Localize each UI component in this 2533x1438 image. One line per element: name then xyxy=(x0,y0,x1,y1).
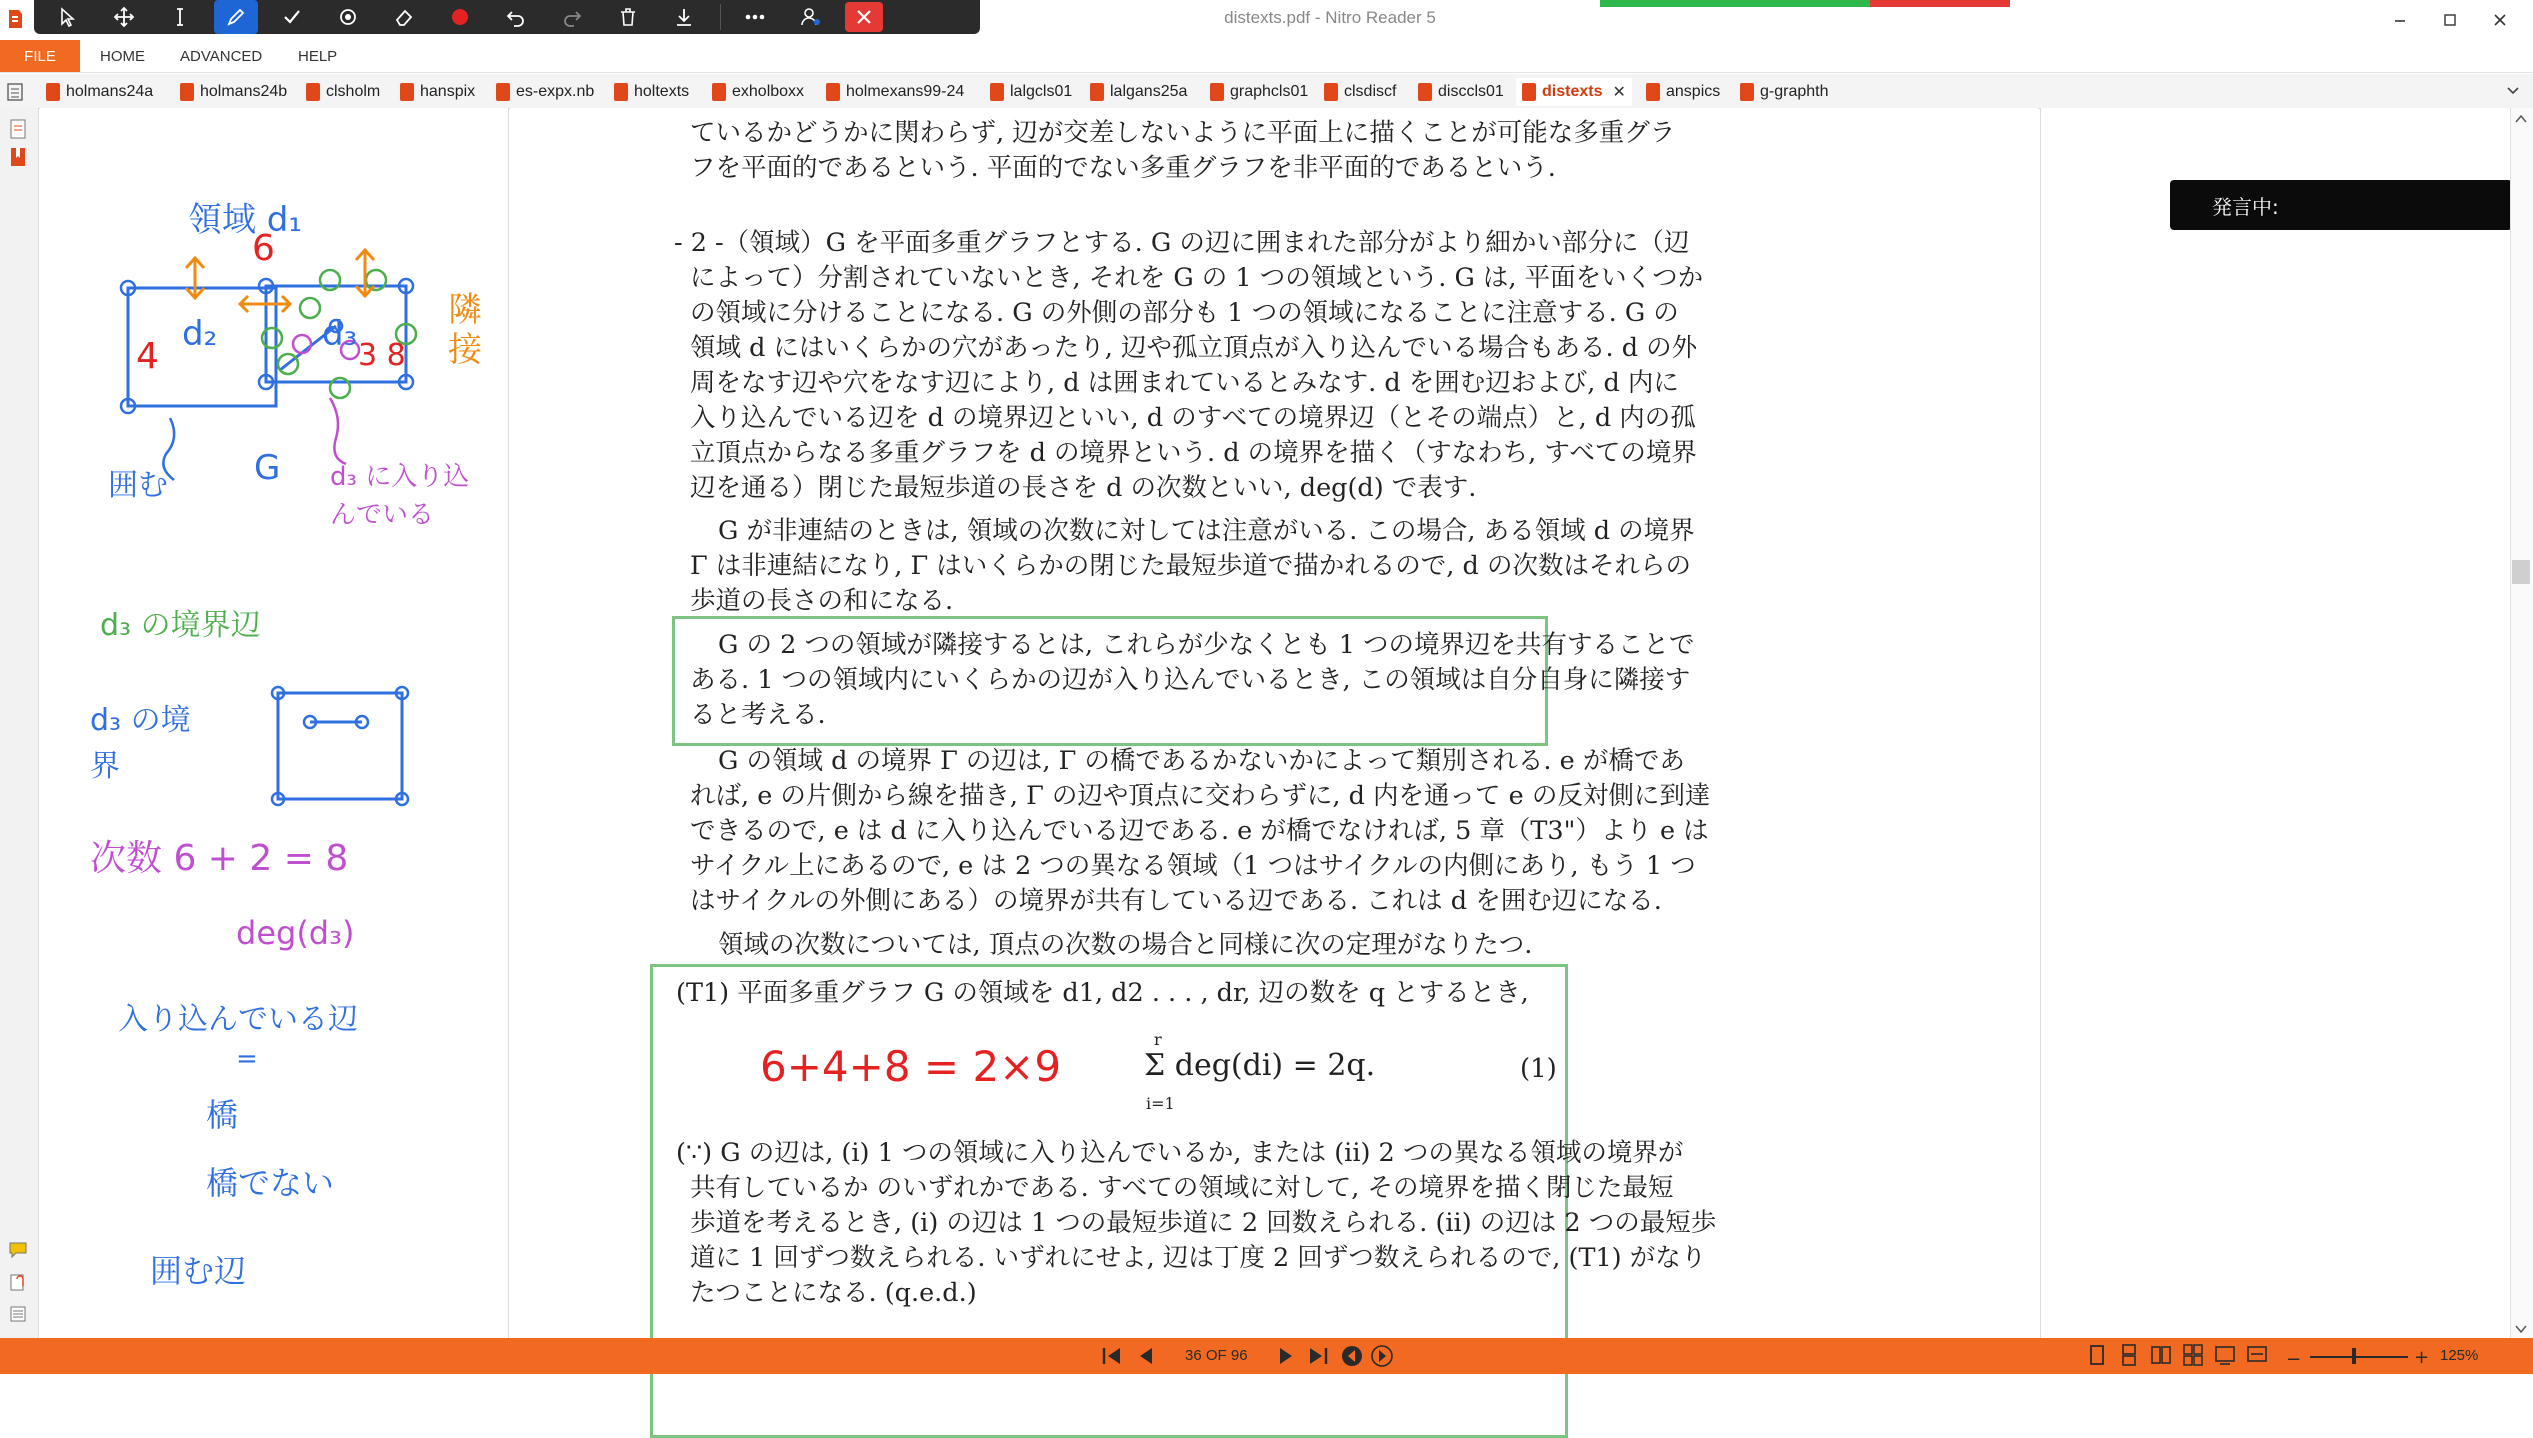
note-d3-boundary: d₃ の境界 xyxy=(90,703,191,784)
note-deg-d3: deg(d₃) xyxy=(236,914,355,952)
doc-line: Γ は非連結になり, Γ はいくらかの閉じた最短歩道で描かれるので, d の次数はそれらの xyxy=(690,551,1691,581)
scrollbar-thumb[interactable] xyxy=(2512,560,2530,584)
select-arrow-icon[interactable] xyxy=(46,0,90,34)
forward-view-icon[interactable] xyxy=(1370,1344,1394,1372)
note-equals: = xyxy=(236,1044,258,1074)
tab-hanspix[interactable] xyxy=(400,78,475,106)
menu-help[interactable]: HELP xyxy=(298,48,338,65)
app-logo-icon xyxy=(6,8,24,30)
layers-panel-icon[interactable] xyxy=(8,1304,28,1328)
tab-label: holmans24b xyxy=(200,83,288,100)
close-window-button[interactable] xyxy=(2480,4,2520,36)
tab-holmans24a[interactable] xyxy=(46,78,153,106)
continuous-view-icon[interactable] xyxy=(2118,1344,2140,1370)
pdf-file-icon xyxy=(180,83,194,101)
tab-label: hanspix xyxy=(420,83,476,100)
close-tab-icon[interactable]: ✕ xyxy=(1612,84,1626,101)
pdf-file-icon xyxy=(614,83,628,101)
doc-line: できるので, e は d に入り込んでいる辺である. e が橋でなければ, 5 章（T3"）より e は xyxy=(690,816,1709,846)
navigation-strip xyxy=(0,108,39,1338)
tab-label: es-expx.nb xyxy=(516,83,595,100)
close-toolbar-icon[interactable] xyxy=(845,2,883,32)
formula-upper-limit: r xyxy=(1154,1030,1162,1049)
pdf-file-icon xyxy=(1090,83,1104,101)
note-d2: d₂ xyxy=(182,314,218,354)
tab-label: graphcls01 xyxy=(1230,83,1309,100)
note-d3: d₃ xyxy=(322,314,358,354)
doc-line: 辺を通る）閉じた最短歩道の長さを d の次数といい, deg(d) で表す. xyxy=(690,473,1477,503)
formula-number: (1) xyxy=(1520,1054,1557,1084)
undo-icon[interactable] xyxy=(494,0,538,34)
doc-line: サイクル上にあるので, e は 2 つの異なる領域（1 つはサイクルの内側にあり, もう 1 つ xyxy=(690,851,1696,881)
tab-label: exholboxx xyxy=(732,83,805,100)
scroll-down-icon[interactable] xyxy=(2514,1320,2528,1339)
note-d3-inserted: d₃ に入り込んでいる xyxy=(330,462,470,530)
page-number[interactable]: 36 OF 96 xyxy=(1185,1347,1248,1364)
trash-icon[interactable] xyxy=(606,0,650,34)
pdf-file-icon xyxy=(826,83,840,101)
tab-lalgans25a[interactable] xyxy=(1090,78,1187,106)
doc-line: G の領域 d の境界 Γ の辺は, Γ の橋であるかないかによって類別される. e が橋であ xyxy=(718,746,1685,776)
minimize-button[interactable] xyxy=(2380,4,2420,36)
pdf-file-icon xyxy=(400,83,414,101)
boundary-edge-mark xyxy=(300,298,320,318)
handwritten-formula: 6+4+8 = 2×9 xyxy=(760,1042,1062,1091)
tab-exholboxx[interactable] xyxy=(712,78,804,106)
fit-page-icon[interactable] xyxy=(2214,1344,2236,1370)
tab-holmans24b[interactable] xyxy=(180,78,287,106)
pdf-file-icon xyxy=(1740,83,1754,101)
tab-label: anspics xyxy=(1666,83,1721,100)
doc-line: ると考える. xyxy=(690,700,826,730)
document-page xyxy=(510,108,2038,1338)
tab-label: holtexts xyxy=(634,83,690,100)
formula-lower-limit: i=1 xyxy=(1146,1094,1175,1113)
single-page-view-icon[interactable] xyxy=(2086,1344,2108,1370)
tab-label: lalgcls01 xyxy=(1010,83,1073,100)
doc-line: (∵) G の辺は, (i) 1 つの領域に入り込んでいるか, または (ii) 2 つの異なる領域の境界が xyxy=(676,1138,1684,1168)
previous-page-icon[interactable] xyxy=(1134,1345,1156,1371)
menu-home[interactable]: HOME xyxy=(100,48,145,65)
pan-move-icon[interactable] xyxy=(102,0,146,34)
note-four: 4 xyxy=(136,336,159,377)
note-not-bridge: 橋でない xyxy=(206,1164,335,1202)
tab-label: lalgans25a xyxy=(1110,83,1188,100)
back-view-icon[interactable] xyxy=(1340,1344,1364,1372)
tab-label: holmans24a xyxy=(66,83,154,100)
doc-line: フを平面的であるという. 平面的でない多重グラフを非平面的であるという. xyxy=(690,153,1556,183)
tab-overflow-chevron-icon[interactable] xyxy=(2506,82,2520,101)
tab-disccls01[interactable] xyxy=(1418,78,1504,106)
user-settings-icon[interactable] xyxy=(789,0,833,34)
formula: Σ deg(di) = 2q. xyxy=(1144,1048,1376,1083)
tab-es-expx[interactable] xyxy=(496,78,594,106)
download-icon[interactable] xyxy=(662,0,706,34)
tab-graphcls01[interactable] xyxy=(1210,78,1308,106)
tab-clsdiscf[interactable] xyxy=(1324,78,1396,106)
tab-clsholm[interactable] xyxy=(306,78,380,106)
doc-line: れば, e の片側から線を描き, Γ の辺や頂点に交わらずに, d 内を通って e の反対側に到達 xyxy=(690,781,1711,811)
vertical-scrollbar[interactable] xyxy=(2510,108,2533,1338)
eraser-icon[interactable] xyxy=(382,0,426,34)
toolbar-divider xyxy=(720,4,721,30)
zoom-out-icon[interactable]: − xyxy=(2286,1349,2302,1370)
tab-label: clsdiscf xyxy=(1344,83,1397,100)
last-page-icon[interactable] xyxy=(1306,1345,1332,1371)
note-adjacent: 隣接 xyxy=(448,290,482,370)
handwritten-notes-pane xyxy=(40,108,509,1338)
note-six: 6 xyxy=(252,228,275,269)
zoom-in-icon[interactable]: + xyxy=(2414,1347,2430,1368)
tab-holtexts[interactable] xyxy=(614,78,689,106)
tab-anspics[interactable] xyxy=(1646,78,1720,106)
doc-line: 歩道を考えるとき, (i) の辺は 1 つの最短歩道に 2 回数えられる. (ii) の辺は 2 つの最短歩 xyxy=(690,1208,1717,1238)
pdf-file-icon xyxy=(1324,83,1338,101)
boundary-sketch xyxy=(278,693,402,799)
next-page-icon[interactable] xyxy=(1276,1345,1298,1371)
note-inserted-edge: 入り込んでいる辺 xyxy=(118,1002,358,1037)
tab-g-graphth[interactable] xyxy=(1740,78,1829,106)
zoom-slider-track[interactable] xyxy=(2310,1356,2408,1358)
fit-width-icon[interactable] xyxy=(2246,1344,2268,1370)
pdf-file-icon xyxy=(1210,83,1224,101)
pen-icon[interactable] xyxy=(214,0,258,34)
doc-line: G が非連結のときは, 領域の次数に対しては注意がいる. この場合, ある領域 d の境界 xyxy=(718,516,1695,546)
menu-file[interactable]: FILE xyxy=(0,40,80,72)
tab-label: disccls01 xyxy=(1438,83,1504,100)
theorem-statement: (T1) 平面多重グラフ G の領域を d1, d2 . . . , dr, 辺の数を q とするとき, xyxy=(676,978,1529,1008)
zoom-level[interactable]: 125% xyxy=(2440,1347,2479,1364)
note-three-eight: 3 8 xyxy=(358,338,406,373)
pages-panel-icon[interactable] xyxy=(8,118,28,144)
text-cursor-icon[interactable] xyxy=(158,0,202,34)
note-surrounding-edge: 囲む辺 xyxy=(150,1252,247,1290)
doc-line: たつことになる. (q.e.d.) xyxy=(690,1278,977,1308)
bookmarks-panel-icon[interactable] xyxy=(8,146,28,172)
pdf-file-icon xyxy=(1522,83,1536,101)
doc-line: 立頂点からなる多重グラフを d の境界という. d の境界を描く（すなわち, すべての境界 xyxy=(690,438,1697,468)
more-options-icon[interactable] xyxy=(733,0,777,34)
audio-level-bar xyxy=(1600,0,1870,7)
doc-line: 領域の次数については, 頂点の次数の場合と同様に次の定理がなりたつ. xyxy=(718,930,1533,960)
doc-line: はサイクルの外側にある）の境界が共有している辺である. これは d を囲む辺になる. xyxy=(690,886,1662,916)
arrow-mark xyxy=(356,250,374,296)
pdf-file-icon xyxy=(1418,83,1432,101)
facing-continuous-view-icon[interactable] xyxy=(2182,1344,2204,1370)
pen-toolbar xyxy=(34,0,980,34)
facing-view-icon[interactable] xyxy=(2150,1344,2172,1370)
maximize-button[interactable] xyxy=(2430,4,2470,36)
tab-label: clsholm xyxy=(326,83,381,100)
pdf-file-icon xyxy=(46,83,60,101)
doc-line: 共有しているか のいずれかである. すべての領域に対して, その境界を描く閉じた最短 xyxy=(690,1173,1674,1203)
inserted-edge-mark xyxy=(293,335,311,353)
doc-line: 周をなす辺や穴をなす辺により, d は囲まれているとみなす. d を囲む辺および, d 内に xyxy=(690,368,1679,398)
note-g: G xyxy=(254,448,281,488)
tab-label: distexts xyxy=(1542,83,1603,100)
doc-line: の領域に分けることになる. G の外側の部分も 1 つの領域になることに注意する. G の xyxy=(690,298,1679,328)
first-page-icon[interactable] xyxy=(1100,1345,1126,1371)
note-degree: 次数 6 + 2 = 8 xyxy=(90,838,349,879)
tab-lalgcls01[interactable] xyxy=(990,78,1072,106)
audio-stop-bar[interactable] xyxy=(1870,0,2010,7)
scroll-up-icon[interactable] xyxy=(2514,110,2528,129)
zoom-slider-thumb[interactable] xyxy=(2352,1348,2356,1364)
doc-line: 道に 1 回ずつ数えられる. いずれにせよ, 辺は丁度 2 回ずつ数えられるので, (T1) がなり xyxy=(690,1243,1707,1273)
arrow-mark xyxy=(186,258,204,298)
doc-line: - 2 -（領域）G を平面多重グラフとする. G の辺に囲まれた部分がより細かい部分に（辺 xyxy=(674,228,1690,258)
pdf-file-icon xyxy=(306,83,320,101)
doc-line: ある. 1 つの領域内にいくらかの辺が入り込んでいるとき, この領域は自分自身に隣接す xyxy=(690,665,1691,695)
checkmark-icon[interactable] xyxy=(270,0,314,34)
pointer-squiggle xyxy=(330,398,346,464)
window-title: distexts.pdf - Nitro Reader 5 xyxy=(1224,8,1436,27)
pdf-file-icon xyxy=(1646,83,1660,101)
red-color-swatch[interactable] xyxy=(438,0,482,34)
attachments-panel-icon[interactable] xyxy=(8,1272,28,1296)
pdf-file-icon xyxy=(712,83,726,101)
note-bridge: 橋 xyxy=(206,1096,239,1134)
tab-distexts[interactable] xyxy=(1516,78,1632,106)
tab-label: g-graphth xyxy=(1760,83,1829,100)
highlighter-icon[interactable] xyxy=(326,0,370,34)
tab-holmexans99-24[interactable] xyxy=(826,78,964,106)
speaking-indicator: 発言中: xyxy=(2170,180,2512,230)
redo-icon[interactable] xyxy=(550,0,594,34)
pdf-file-icon xyxy=(496,83,510,101)
note-d3-boundary-edge: d₃ の境界辺 xyxy=(100,608,261,643)
tab-label: holmexans99-24 xyxy=(846,83,965,100)
pdf-file-icon xyxy=(990,83,1004,101)
comments-panel-icon[interactable] xyxy=(8,1240,28,1264)
menu-advanced[interactable]: ADVANCED xyxy=(180,48,263,65)
doc-line: 入り込んでいる辺を d の境界辺といい, d のすべての境界辺（とその端点）と, d 内の孤 xyxy=(690,403,1696,433)
doc-line: 歩道の長さの和になる. xyxy=(690,586,954,616)
doc-line: G の 2 つの領域が隣接するとは, これらが少なくとも 1 つの境界辺を共有することで xyxy=(718,630,1695,660)
note-region-title: 領域 d₁ xyxy=(188,200,303,240)
doc-line: 領域 d にはいくらかの穴があったり, 辺や孤立頂点が入り込んでいる場合もある. d の外 xyxy=(690,333,1698,363)
ribbon-menu-bar xyxy=(0,40,2533,73)
right-panel xyxy=(2040,108,2511,1338)
doc-line: ているかどうかに関わらず, 辺が交差しないように平面上に描くことが可能な多重グラ xyxy=(690,118,1676,148)
doc-line: によって）分割されていないとき, それを G の 1 つの領域という. G は, 平面をいくつか xyxy=(690,263,1704,293)
note-surrounding: 囲む xyxy=(108,468,168,503)
tab-list-icon[interactable] xyxy=(6,82,24,106)
